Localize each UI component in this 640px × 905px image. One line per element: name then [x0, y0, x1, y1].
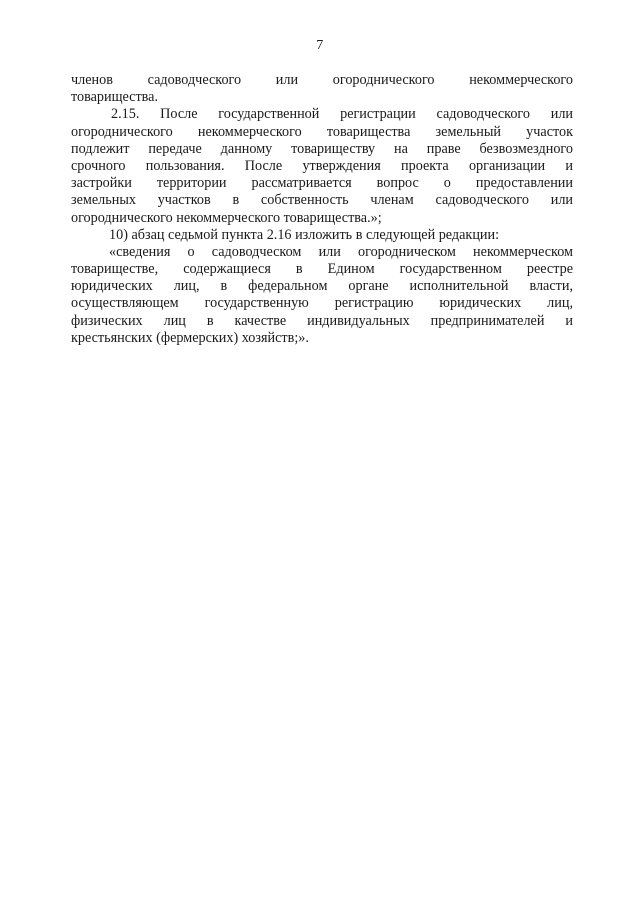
text-line: товарищества. — [71, 89, 159, 106]
text-line: товариществе, содержащиеся в Едином государственном реестре — [71, 261, 573, 278]
text-line: 10) абзац седьмой пункта 2.16 изложить в следующей редакции: — [109, 226, 500, 243]
page-number: 7 — [316, 38, 324, 53]
text-line: физических лиц в качестве индивидуальных предпринимателей и — [71, 312, 573, 329]
text-line: срочного пользования. После утверждения проекта организации и — [71, 157, 573, 174]
text-line: 2.15. После государственной регистрации садоводческого или — [111, 106, 573, 123]
document-body — [71, 72, 573, 347]
text-line: крестьянских (фермерских) хозяйств;». — [71, 329, 309, 346]
text-line: огороднического некоммерческого товарищества земельный участок — [71, 123, 573, 140]
text-line: «сведения о садоводческом или огородническом некоммерческом — [109, 243, 573, 260]
text-line: членов садоводческого или огороднического некоммерческого — [71, 72, 573, 88]
text-line: юридических лиц, в федеральном органе исполнительной власти, — [71, 278, 573, 295]
text-line: огороднического некоммерческого товарищества.»; — [71, 209, 382, 226]
text-line: застройки территории рассматривается вопрос о предоставлении — [71, 175, 573, 192]
text-line: осуществляющем государственную регистрацию юридических лиц, — [71, 295, 573, 312]
text-line: подлежит передаче данному товариществу на праве безвозмездного — [71, 140, 573, 157]
text-line: земельных участков в собственность членам садоводческого или — [71, 192, 573, 209]
